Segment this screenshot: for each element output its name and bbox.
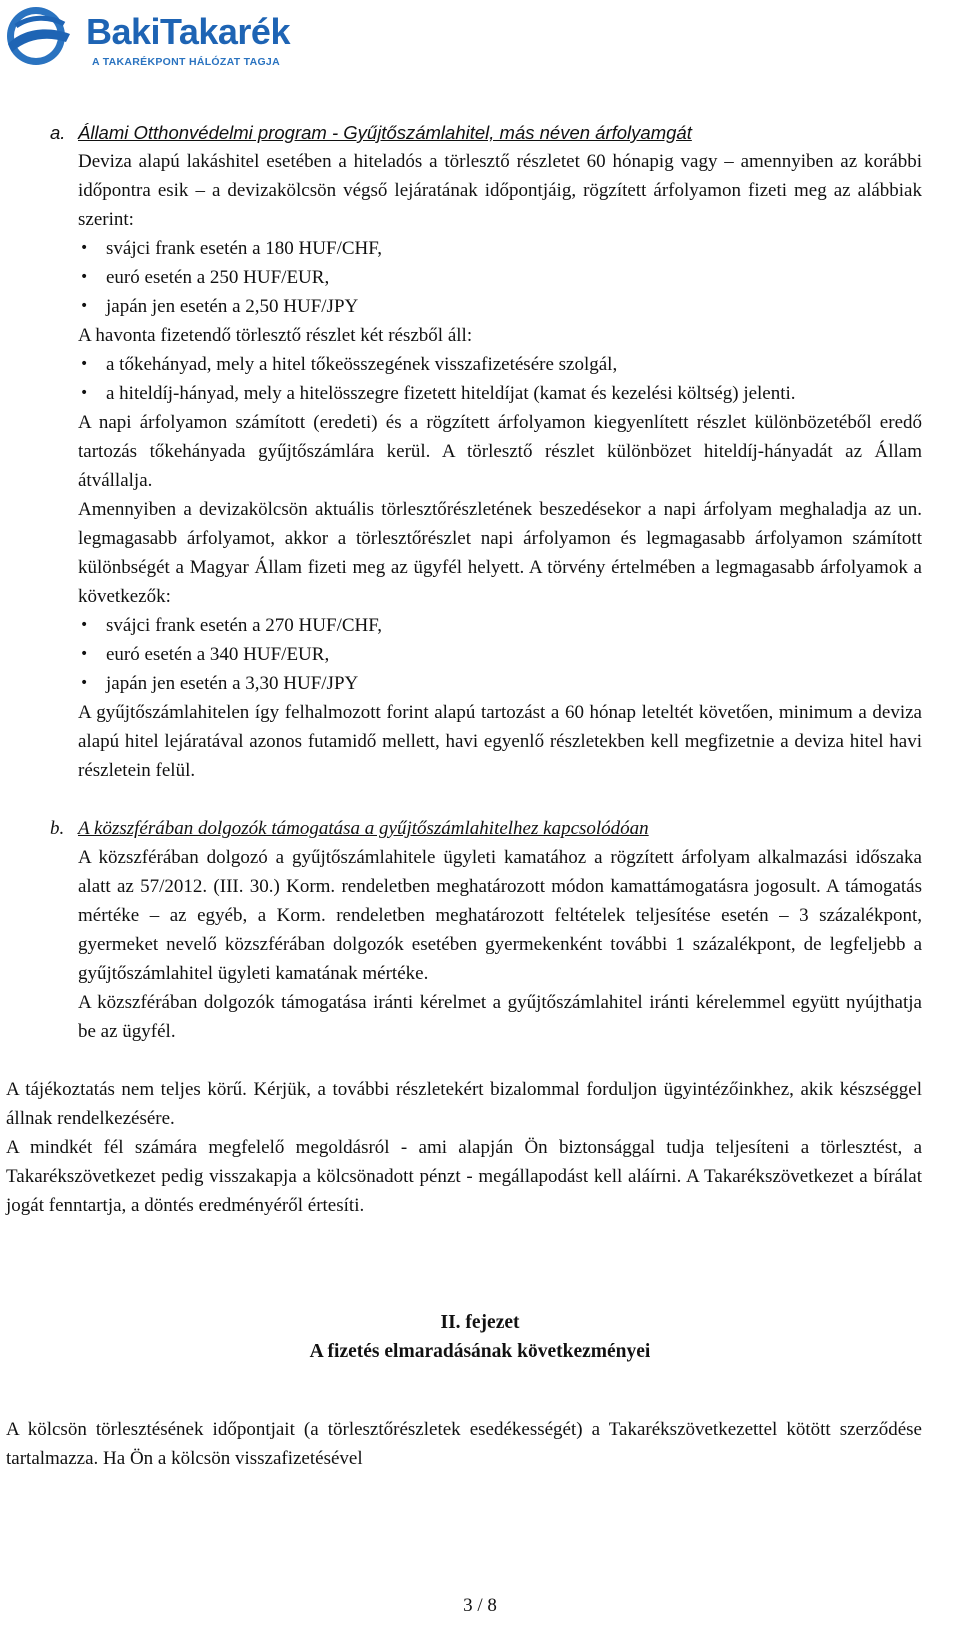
section-a-heading <box>0 118 960 147</box>
closing-paragraph-1: A tájékoztatás nem teljes körű. Kérjük, a további részletekért bizalommal forduljon ügyintézőinkhez, akik készséggel állnak rendelkezésére. <box>6 1079 922 1129</box>
section-a-marker: a. <box>50 122 66 143</box>
fixed-rate-list <box>78 234 922 321</box>
section-b-paragraph-1: A közszférában dolgozó a gyűjtőszámlahitele ügyleti kamatához a rögzített árfolyam alkalmazási időszaka alatt az 57/2012. (III. 30.) Korm. rendeletben meghatározott módon kamattámogatásra jogosult. A támogatás mértéke – az egyéb, a Korm. rendeletben meghatározott feltételek teljesítése esetén – 3 százalékpont, gyermeket nevelő közszférában dolgozók esetében gyermekenként további 1 százalékpont, de legfeljebb a gyűjtőszámlahitel ügyleti kamatának mértéke. <box>78 847 922 984</box>
installment-parts-list <box>78 350 922 408</box>
repayment-paragraph: A gyűjtőszámlahitelen így felhalmozott forint alapú tartozást a 60 hónap leteltét követően, minimum a deviza alapú hitel lejáratával azonos futamidő mellett, havi egyenlő részletekben kell megfizetnie a deviza hitel havi részletein felül. <box>78 702 922 781</box>
section-b-heading <box>0 814 960 843</box>
chapter-number: II. fejezet <box>440 1312 520 1333</box>
section-b <box>0 814 960 1046</box>
logo-tagline: A TAKARÉKPONT HÁLÓZAT TAGJA <box>92 56 280 68</box>
section-b-paragraph-2: A közszférában dolgozók támogatása iránti kérelmet a gyűjtőszámlahitel iránti kérelemmel együtt nyújthatja be az ügyfél. <box>78 992 922 1042</box>
chapter-paragraph: A kölcsön törlesztésének időpontjait (a törlesztőrészletek esedékességét) a Takarékszövetkezettel kötött szerződése tartalmazza. Ha Ön a kölcsön visszafizetésével <box>6 1419 922 1469</box>
page-number: 3 / 8 <box>463 1595 497 1616</box>
section-a <box>0 118 960 785</box>
list-item: • euró esetén a 340 HUF/EUR, <box>78 640 922 669</box>
list-item: • japán jen esetén a 3,30 HUF/JPY <box>78 669 922 698</box>
max-rate-paragraph: Amennyiben a devizakölcsön aktuális törlesztőrészletének beszedésekor a napi árfolyam meghaladja az un. legmagasabb árfolyamot, akkor a törlesztőrészlet napi árfolyamon és legmagasabb árfolyamon számított különbségét a Magyar Állam fizeti meg az ügyfél helyett. A törvény értelmében a legmagasabb árfolyamok a következők: <box>78 499 922 607</box>
list-item: • a hiteldíj-hányad, mely a hitelösszegre fizetett hiteldíjat (kamat és kezelési költség) jelenti. <box>78 379 922 408</box>
list-item: • svájci frank esetén a 270 HUF/CHF, <box>78 611 922 640</box>
closing-paragraph-2: A mindkét fél számára megfelelő megoldásról - ami alapján Ön biztonsággal tudja teljesíteni a törlesztést, a Takarékszövetkezet pedig visszakapja a kölcsönadott pénzt - megállapodást kell aláírni. A Takarékszövetkezet a bírálat jogát fenntartja, a döntés eredményéről értesíti. <box>6 1137 922 1216</box>
max-rate-list <box>78 611 922 698</box>
installment-intro: A havonta fizetendő törlesztő részlet két részből áll: <box>78 325 473 346</box>
chapter-title: A fizetés elmaradásának következményei <box>309 1341 651 1362</box>
logo-brand: BakiTakarék <box>86 11 290 52</box>
document-body <box>0 118 960 1473</box>
logo <box>4 4 304 74</box>
list-item: • japán jen esetén a 2,50 HUF/JPY <box>78 292 922 321</box>
list-item: • a tőkehányad, mely a hitel tőkeösszegének visszafizetésére szolgál, <box>78 350 922 379</box>
section-b-title: A közszférában dolgozók támogatása a gyűjtőszámlahitelhez kapcsolódóan <box>78 818 649 839</box>
list-item: • svájci frank esetén a 180 HUF/CHF, <box>78 234 922 263</box>
logo-emblem-icon <box>4 4 74 68</box>
list-item: • euró esetén a 250 HUF/EUR, <box>78 263 922 292</box>
section-a-intro: Deviza alapú lakáshitel esetében a hiteladós a törlesztő részletet 60 hónapig vagy – amennyiben az korábbi időpontra esik – a devizakölcsön végső lejáratának időpontjáig, rögzített árfolyamon fizeti meg az alábbiak szerint: <box>78 151 922 230</box>
difference-paragraph: A napi árfolyamon számított (eredeti) és a rögzített árfolyamon kiegyenlített részlet különbözetéből eredő tartozás tőkehányada gyűjtőszámlára kerül. A törlesztő részlet különbözet hiteldíj-hányadát az Állam átvállalja. <box>78 412 922 491</box>
section-b-marker: b. <box>50 818 65 839</box>
section-a-title: Állami Otthonvédelmi program - Gyűjtőszámlahitel, más néven árfolyamgát <box>78 122 692 143</box>
